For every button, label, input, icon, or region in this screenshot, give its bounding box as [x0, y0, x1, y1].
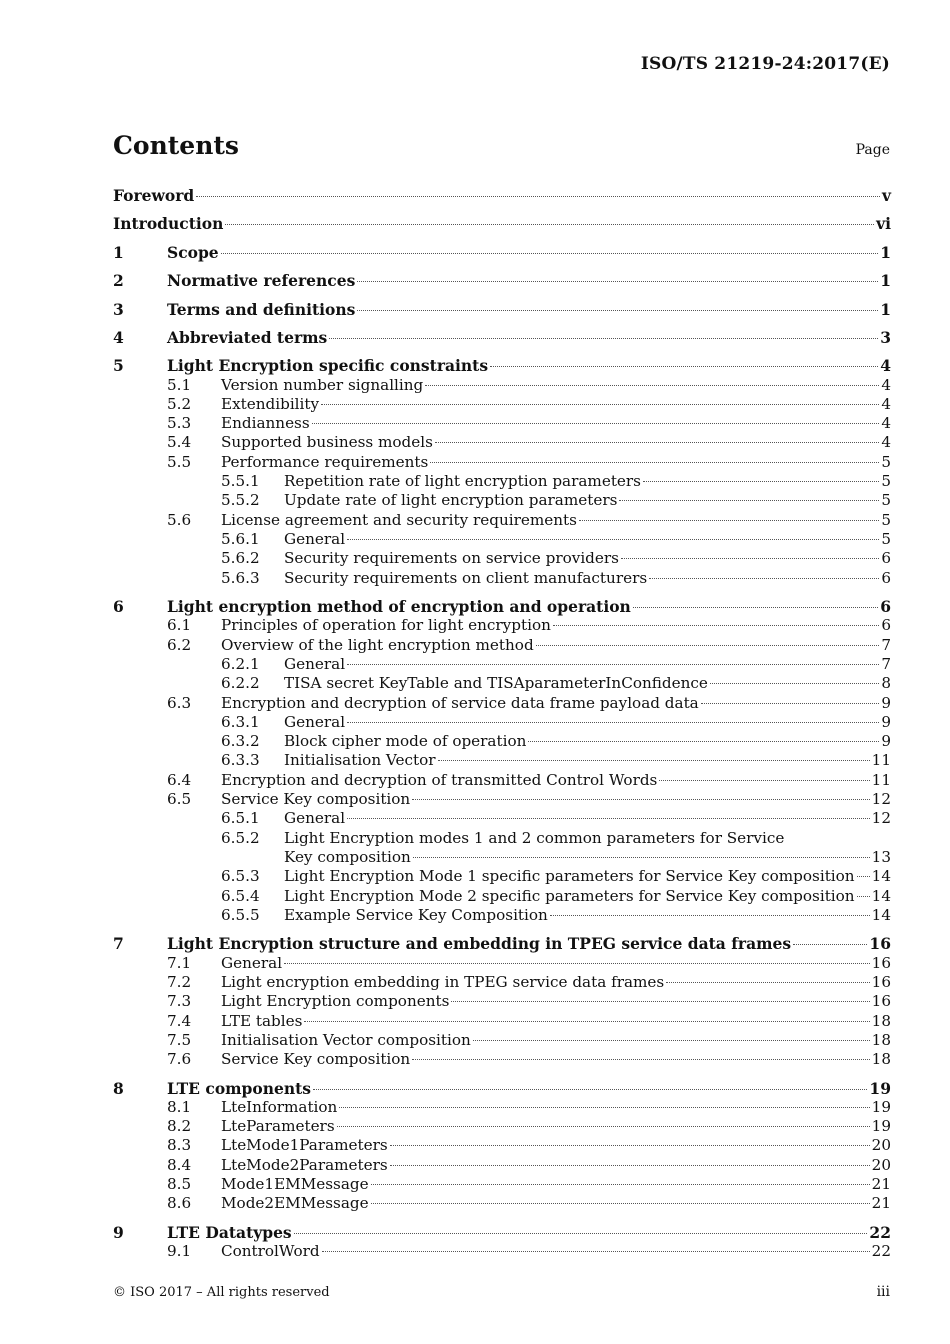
dot-leader	[337, 1126, 870, 1127]
toc-entry-title: Abbreviated terms	[167, 328, 328, 347]
dot-leader	[425, 385, 879, 386]
toc-entry[interactable]	[113, 771, 891, 790]
page-column-label: Page	[855, 142, 890, 158]
toc-entry-page: 1	[880, 300, 891, 319]
toc-entry-title: Light Encryption modes 1 and 2 common parameters for Service	[284, 829, 785, 847]
toc-entry-page: 1	[880, 243, 891, 262]
toc-entry-title: Light Encryption specific constraints	[167, 356, 489, 375]
dot-leader	[633, 607, 878, 608]
toc-entry-page: 6	[881, 616, 891, 634]
toc-entry-number: 7.5	[167, 1031, 192, 1049]
dot-leader	[347, 722, 879, 723]
toc-entry-page: 5	[881, 491, 891, 509]
toc-entry-title: Endianness	[221, 414, 310, 432]
dot-leader	[347, 818, 870, 819]
toc-entry-title: LTE components	[167, 1079, 312, 1098]
toc-entry-number: 5.2	[167, 395, 192, 413]
toc-entry-title: Scope	[167, 243, 219, 262]
dot-leader	[304, 1021, 869, 1022]
dot-leader	[196, 196, 880, 197]
toc-entry-page: 4	[881, 395, 891, 413]
toc-entry-title: LteMode1Parameters	[221, 1136, 388, 1154]
toc-entry-title: General	[284, 655, 346, 673]
toc-entry[interactable]	[113, 790, 891, 809]
toc-entry-number: 5.3	[167, 414, 192, 432]
toc-entry-number: 8.2	[167, 1117, 192, 1135]
toc-entry-title: Encryption and decryption of transmitted Control Words	[221, 771, 658, 789]
toc-entry-number: 7.4	[167, 1012, 192, 1030]
toc-entry-number: 7.2	[167, 973, 192, 991]
dot-leader	[490, 366, 878, 367]
toc-entry-title: Light Encryption Mode 1 specific parameters for Service Key composition	[284, 867, 855, 885]
toc-entry-number: 9.1	[167, 1242, 192, 1260]
toc-entry-number: 5.5.1	[221, 472, 260, 490]
toc-entry-number: 6.1	[167, 616, 192, 634]
toc-entry-title: General	[284, 809, 346, 827]
toc-entry-title: LteParameters	[221, 1117, 335, 1135]
toc-entry[interactable]	[113, 243, 891, 262]
toc-entry-number: 4	[113, 328, 124, 347]
toc-entry-page: 4	[881, 414, 891, 432]
contents-title: Contents	[113, 131, 240, 160]
toc-entry[interactable]	[113, 491, 891, 510]
toc-entry-title: LTE Datatypes	[167, 1223, 292, 1242]
toc-entry-title: Encryption and decryption of service data frame payload data	[221, 694, 699, 712]
toc-entry-page: 5	[881, 530, 891, 548]
toc-entry[interactable]	[113, 328, 891, 347]
toc-entry[interactable]	[113, 1098, 891, 1117]
toc-entry-page: 12	[871, 790, 891, 808]
toc-entry-number: 8.6	[167, 1194, 192, 1212]
dot-leader	[701, 703, 880, 704]
toc-entry-number: 2	[113, 271, 124, 290]
toc-entry-number: 6.5.1	[221, 809, 260, 827]
toc-entry-title: Initialisation Vector	[284, 751, 436, 769]
toc-entry-number: 5.6	[167, 511, 192, 529]
toc-entry[interactable]	[113, 809, 891, 828]
dot-leader	[536, 645, 880, 646]
toc-entry[interactable]	[113, 433, 891, 452]
toc-entry-title: Example Service Key Composition	[284, 906, 548, 924]
toc-entry-title: Security requirements on service providers	[284, 549, 619, 567]
toc-entry[interactable]	[113, 1242, 891, 1261]
toc-entry-number: 6.3.3	[221, 751, 260, 769]
toc-entry-page: 21	[871, 1194, 891, 1212]
toc-entry-page: 19	[871, 1117, 891, 1135]
toc-entry-number: 5.5.2	[221, 491, 260, 509]
dot-leader	[412, 1059, 869, 1060]
toc-entry-title: LTE tables	[221, 1012, 303, 1030]
toc-entry-number: 5.4	[167, 433, 192, 451]
toc-entry-title: LteMode2Parameters	[221, 1156, 388, 1174]
toc-entry-page: 16	[871, 973, 891, 991]
dot-leader	[643, 481, 879, 482]
dot-leader	[430, 462, 879, 463]
toc-entry[interactable]	[113, 655, 891, 674]
toc-entry-page: 6	[881, 549, 891, 567]
toc-entry-page: 6	[880, 597, 891, 616]
toc-entry-page: 6	[881, 569, 891, 587]
toc-entry-number: 8.4	[167, 1156, 192, 1174]
dot-leader	[339, 1107, 869, 1108]
toc-entry-title: Light Encryption components	[221, 992, 450, 1010]
toc-entry-title: Terms and definitions	[167, 300, 356, 319]
dot-leader	[322, 1251, 870, 1252]
toc-entry[interactable]	[113, 472, 891, 491]
toc-entry-number: 6.5.5	[221, 906, 260, 924]
toc-entry-number: 1	[113, 243, 124, 262]
toc-entry-number: 6.2	[167, 636, 192, 654]
toc-entry[interactable]	[113, 1012, 891, 1031]
dot-leader	[659, 780, 869, 781]
toc-entry-title: Supported business models	[221, 433, 433, 451]
toc-entry-number: 6.3	[167, 694, 192, 712]
toc-entry-title: General	[221, 954, 283, 972]
dot-leader	[473, 1040, 870, 1041]
dot-leader	[621, 558, 879, 559]
toc-entry[interactable]	[113, 569, 891, 588]
toc-entry-page: 18	[871, 1031, 891, 1049]
toc-entry-title: Mode1EMMessage	[221, 1175, 369, 1193]
toc-entry-number: 7.6	[167, 1050, 192, 1068]
toc-entry-page: 11	[871, 751, 891, 769]
toc-entry-page: 4	[880, 356, 891, 375]
toc-entry[interactable]	[113, 992, 891, 1011]
toc-entry[interactable]	[113, 867, 891, 886]
toc-entry[interactable]	[113, 530, 891, 549]
toc-entry-number: 6.2.1	[221, 655, 260, 673]
toc-entry[interactable]	[113, 829, 891, 848]
toc-entry-page: 19	[871, 1098, 891, 1116]
toc-entry-number: 8.3	[167, 1136, 192, 1154]
dot-leader	[284, 963, 870, 964]
dot-leader	[313, 1089, 867, 1090]
toc-entry-page: vi	[876, 214, 891, 233]
dot-leader	[371, 1184, 870, 1185]
dot-leader	[390, 1165, 870, 1166]
toc-entry[interactable]	[113, 1136, 891, 1155]
toc-entry-page: 9	[881, 713, 891, 731]
toc-entry-page: 21	[871, 1175, 891, 1193]
document-id: ISO/TS 21219-24:2017(E)	[640, 54, 890, 74]
toc-entry-title: Overview of the light encryption method	[221, 636, 534, 654]
toc-entry-title: Security requirements on client manufacturers	[284, 569, 648, 587]
toc-entry-title: Light Encryption Mode 2 specific parameters for Service Key composition	[284, 887, 855, 905]
toc-entry-page: 8	[881, 674, 891, 692]
toc-entry-page: 20	[871, 1156, 891, 1174]
toc-entry[interactable]	[113, 300, 891, 319]
dot-leader	[438, 760, 870, 761]
dot-leader	[357, 281, 878, 282]
dot-leader	[579, 520, 879, 521]
toc-entry-title: General	[284, 713, 346, 731]
toc-entry-page: 14	[871, 867, 891, 885]
toc-entry-page: 16	[871, 954, 891, 972]
toc-entry[interactable]	[113, 1194, 891, 1213]
dot-leader	[553, 625, 879, 626]
dot-leader	[550, 915, 870, 916]
toc-entry-page: 3	[880, 328, 891, 347]
toc-entry-number: 7.3	[167, 992, 192, 1010]
toc-entry-page: 5	[881, 453, 891, 471]
toc-entry[interactable]	[113, 1079, 891, 1098]
toc-entry-title: Foreword	[113, 186, 195, 205]
toc-entry-page: 9	[881, 694, 891, 712]
toc-entry[interactable]	[113, 713, 891, 732]
toc-entry[interactable]	[113, 906, 891, 925]
dot-leader	[451, 1001, 869, 1002]
dot-leader	[225, 224, 874, 225]
toc-entry[interactable]	[113, 674, 891, 693]
toc-entry-page: 1	[880, 271, 891, 290]
toc-entry-title: License agreement and security requirements	[221, 511, 577, 529]
toc-entry-number: 6.5.3	[221, 867, 260, 885]
toc-entry-page: 16	[869, 934, 891, 953]
toc-entry-page: 4	[881, 376, 891, 394]
toc-entry-page: 20	[871, 1136, 891, 1154]
toc-entry-title-continued: Key composition	[284, 848, 411, 866]
toc-entry-number: 6.5	[167, 790, 192, 808]
toc-entry-title: Extendibility	[221, 395, 320, 413]
toc-entry-title: Mode2EMMessage	[221, 1194, 369, 1212]
toc-entry-page: 11	[871, 771, 891, 789]
toc-entry[interactable]	[113, 1031, 891, 1050]
toc-entry-page: v	[881, 186, 891, 205]
toc-entry-page: 14	[871, 887, 891, 905]
toc-entry[interactable]	[113, 616, 891, 635]
toc-entry[interactable]	[113, 751, 891, 770]
dot-leader	[412, 799, 869, 800]
toc-entry-page: 13	[871, 848, 891, 866]
toc-entry-title: Light encryption method of encryption and operation	[167, 597, 631, 616]
dot-leader	[710, 683, 879, 684]
toc-entry-page: 5	[881, 511, 891, 529]
toc-entry-number: 5.5	[167, 453, 192, 471]
toc-entry-title: Block cipher mode of operation	[284, 732, 527, 750]
toc-entry-number: 6	[113, 597, 124, 616]
toc-entry[interactable]	[113, 732, 891, 751]
toc-entry-title: Principles of operation for light encryption	[221, 616, 551, 634]
toc-entry[interactable]	[113, 973, 891, 992]
dot-leader	[312, 423, 880, 424]
dot-leader	[294, 1233, 868, 1234]
toc-entry-number: 7.1	[167, 954, 192, 972]
dot-leader	[390, 1145, 870, 1146]
dot-leader	[329, 338, 878, 339]
toc-entry[interactable]	[113, 887, 891, 906]
toc-entry-number: 7	[113, 934, 124, 953]
toc-entry-page: 5	[881, 472, 891, 490]
toc-entry-title: ControlWord	[221, 1242, 320, 1260]
copyright-notice: © ISO 2017 – All rights reserved	[113, 1285, 330, 1300]
toc-entry[interactable]	[113, 636, 891, 655]
toc-entry-page: 4	[881, 433, 891, 451]
toc-entry-page: 18	[871, 1050, 891, 1068]
toc-entry-title: Service Key composition	[221, 790, 411, 808]
toc-entry-number: 6.3.2	[221, 732, 260, 750]
toc-entry-title: Service Key composition	[221, 1050, 411, 1068]
toc-entry-page: 18	[871, 1012, 891, 1030]
dot-leader	[528, 741, 879, 742]
toc-entry[interactable]	[113, 1117, 891, 1136]
toc-entry[interactable]	[113, 934, 891, 953]
page-number: iii	[876, 1284, 890, 1300]
dot-leader	[666, 982, 869, 983]
toc-entry-number: 6.5.2	[221, 829, 260, 847]
toc-entry[interactable]	[113, 597, 891, 616]
toc-entry-continuation[interactable]	[113, 848, 891, 867]
toc-entry-title: Light encryption embedding in TPEG service data frames	[221, 973, 665, 991]
toc-entry-title: Repetition rate of light encryption parameters	[284, 472, 641, 490]
dot-leader	[347, 664, 879, 665]
toc-entry[interactable]	[113, 1050, 891, 1069]
toc-entry[interactable]	[113, 356, 891, 375]
toc-entry-title: Performance requirements	[221, 453, 429, 471]
toc-entry-page: 19	[869, 1079, 891, 1098]
dot-leader	[793, 944, 867, 945]
toc-entry-number: 6.5.4	[221, 887, 260, 905]
toc-entry-page: 22	[871, 1242, 891, 1260]
toc-entry-title: LteInformation	[221, 1098, 338, 1116]
toc-entry-number: 5.6.3	[221, 569, 260, 587]
toc-entry[interactable]	[113, 511, 891, 530]
dot-leader	[347, 539, 879, 540]
toc-entry[interactable]	[113, 1156, 891, 1175]
toc-entry-page: 14	[871, 906, 891, 924]
dot-leader	[321, 404, 879, 405]
dot-leader	[221, 253, 879, 254]
toc-entry-page: 7	[881, 655, 891, 673]
toc-entry-number: 6.2.2	[221, 674, 260, 692]
toc-entry[interactable]	[113, 214, 891, 233]
toc-entry-page: 22	[869, 1223, 891, 1242]
toc-entry[interactable]	[113, 376, 891, 395]
toc-entry-number: 6.3.1	[221, 713, 260, 731]
toc-entry-title: Initialisation Vector composition	[221, 1031, 471, 1049]
dot-leader	[649, 578, 879, 579]
toc-entry-title: Introduction	[113, 214, 224, 233]
toc-entry-title: Light Encryption structure and embedding in TPEG service data frames	[167, 934, 792, 953]
toc-entry[interactable]	[113, 395, 891, 414]
toc-entry-number: 8	[113, 1079, 124, 1098]
toc-entry[interactable]	[113, 453, 891, 472]
toc-entry-number: 9	[113, 1223, 124, 1242]
dot-leader	[857, 896, 870, 897]
toc-entry-number: 6.4	[167, 771, 192, 789]
dot-leader	[413, 857, 870, 858]
toc-entry-title: Version number signalling	[221, 376, 424, 394]
toc-entry-number: 5	[113, 356, 124, 375]
toc-entry-number: 3	[113, 300, 124, 319]
toc-entry-number: 8.1	[167, 1098, 192, 1116]
dot-leader	[619, 500, 879, 501]
toc-entry[interactable]	[113, 549, 891, 568]
toc-entry[interactable]	[113, 954, 891, 973]
toc-entry-page: 9	[881, 732, 891, 750]
toc-entry[interactable]	[113, 271, 891, 290]
toc-entry[interactable]	[113, 694, 891, 713]
toc-entry-page: 7	[881, 636, 891, 654]
toc-entry-number: 5.6.1	[221, 530, 260, 548]
dot-leader	[371, 1203, 870, 1204]
toc-entry-title: Normative references	[167, 271, 356, 290]
toc-entry-number: 5.1	[167, 376, 192, 394]
dot-leader	[435, 442, 879, 443]
toc-entry[interactable]	[113, 186, 891, 205]
dot-leader	[357, 310, 878, 311]
toc-entry[interactable]	[113, 414, 891, 433]
toc-entry-page: 12	[871, 809, 891, 827]
toc-entry-number: 5.6.2	[221, 549, 260, 567]
toc-entry-number: 8.5	[167, 1175, 192, 1193]
toc-entry[interactable]	[113, 1175, 891, 1194]
toc-entry-title: Update rate of light encryption parameters	[284, 491, 618, 509]
toc-entry-title: General	[284, 530, 346, 548]
dot-leader	[857, 876, 870, 877]
toc-entry-title: TISA secret KeyTable and TISAparameterInConfidence	[284, 674, 708, 692]
toc-entry[interactable]	[113, 1223, 891, 1242]
toc-entry-page: 16	[871, 992, 891, 1010]
